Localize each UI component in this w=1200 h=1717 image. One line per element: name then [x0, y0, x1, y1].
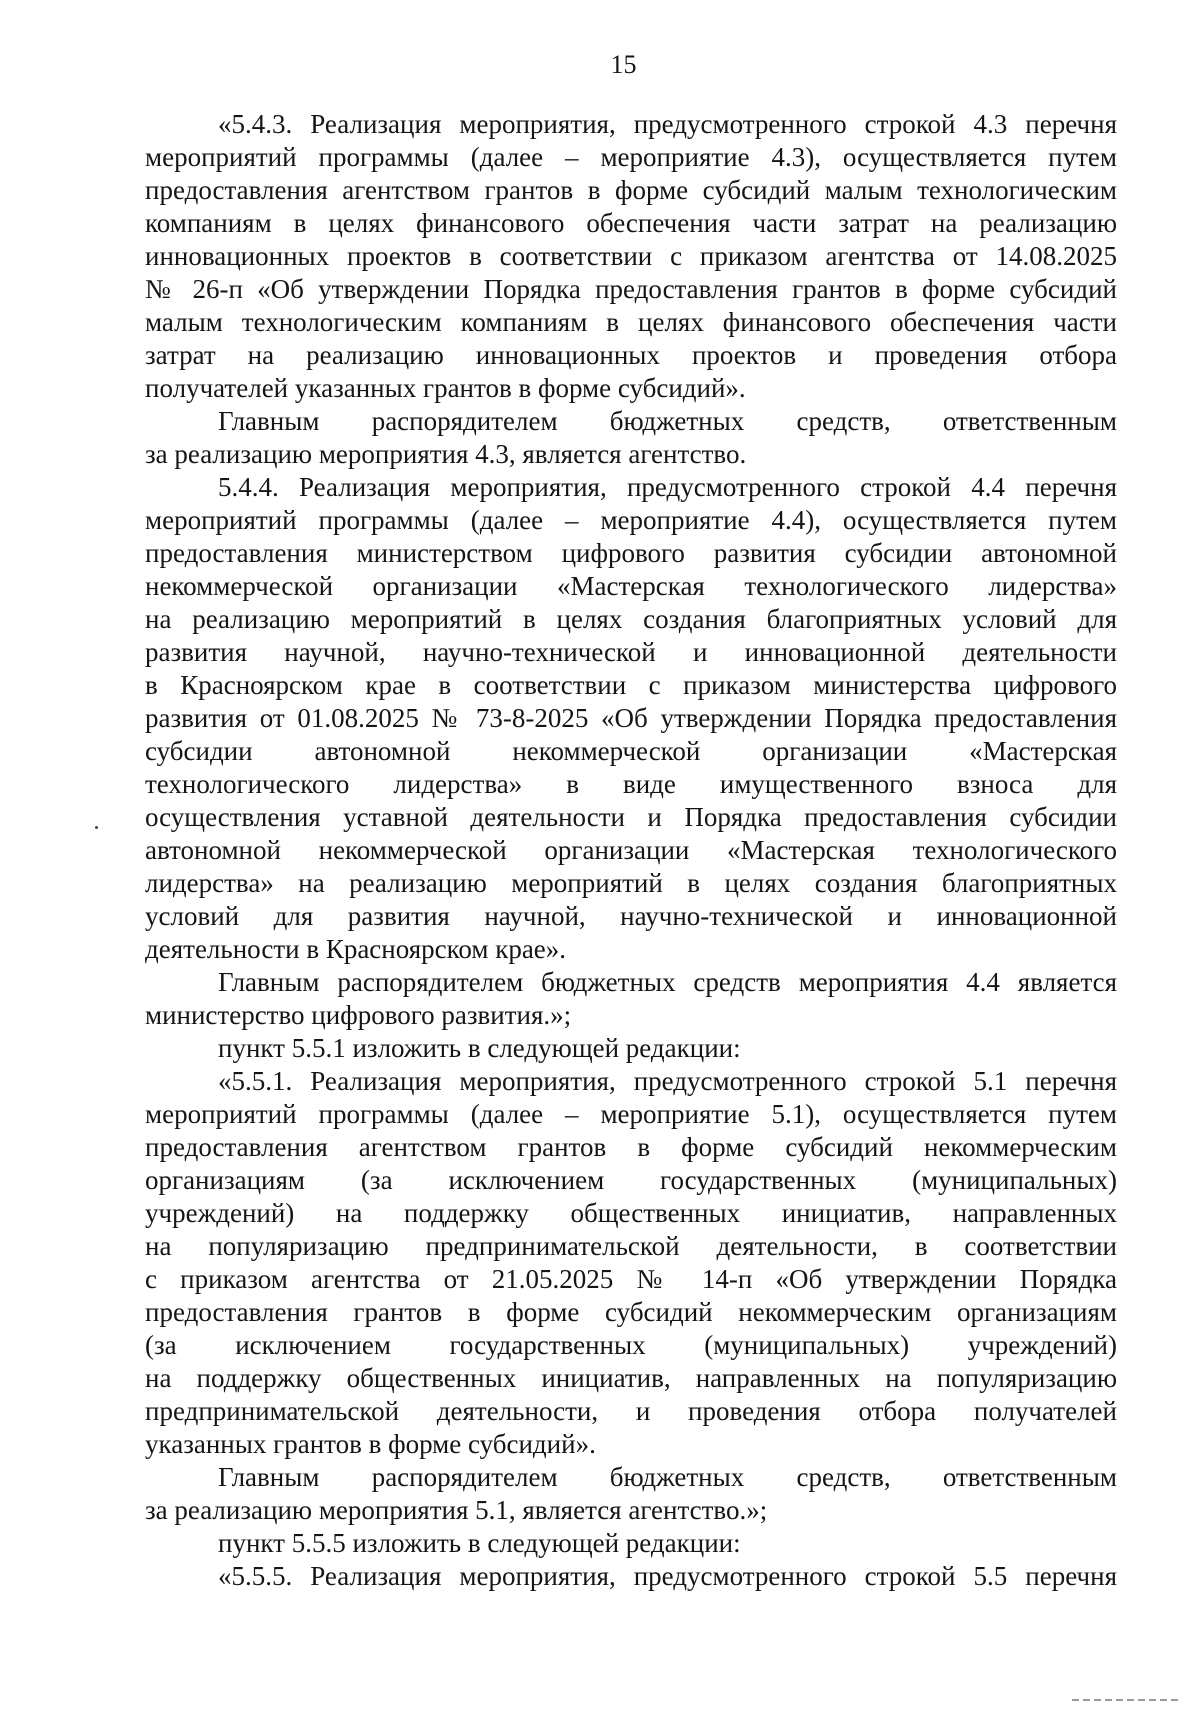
text-line: технологического лидерства» в виде имущественного взноса для — [145, 769, 1117, 799]
text-line: условий для развития научной, научно-технической и инновационной — [145, 901, 1117, 931]
text-line: мероприятий программы (далее – мероприятие 5.1), осуществляется путем — [145, 1099, 1117, 1129]
text-line: лидерства» на реализацию мероприятий в целях создания благоприятных — [145, 868, 1117, 898]
text-line: мероприятий программы (далее – мероприятие 4.3), осуществляется путем — [145, 142, 1117, 172]
text-line: предпринимательской деятельности, и проведения отбора получателей — [145, 1396, 1117, 1426]
text-line: деятельности в Красноярском крае». — [145, 934, 567, 964]
text-line: указанных грантов в форме субсидий». — [145, 1429, 596, 1459]
text-line: инновационных проектов в соответствии с приказом агентства от 14.08.2025 — [145, 241, 1117, 271]
text-line: за реализацию мероприятия 4.3, является агентство. — [145, 439, 747, 469]
text-line: министерство цифрового развития.»; — [145, 1000, 572, 1030]
text-line: на поддержку общественных инициатив, направленных на популяризацию — [145, 1363, 1117, 1393]
text-line: № 26-п «Об утверждении Порядка предоставления грантов в форме субсидий — [145, 274, 1117, 304]
scan-edge-artifact — [1072, 1699, 1182, 1701]
text-line: на реализацию мероприятий в целях создания благоприятных условий для — [145, 604, 1117, 634]
text-line: предоставления министерством цифрового развития субсидии автономной — [145, 538, 1117, 568]
text-line: компаниям в целях финансового обеспечения части затрат на реализацию — [145, 208, 1117, 238]
text-line: пункт 5.5.1 изложить в следующей редакции: — [218, 1033, 741, 1063]
text-line: за реализацию мероприятия 5.1, является агентство.»; — [145, 1495, 768, 1525]
scan-speck — [95, 826, 98, 829]
text-line: в Красноярском крае в соответствии с приказом министерства цифрового — [145, 670, 1117, 700]
text-line: (за исключением государственных (муниципальных) учреждений) — [145, 1330, 1117, 1360]
text-line: пункт 5.5.5 изложить в следующей редакции: — [218, 1528, 741, 1558]
text-line: организациям (за исключением государственных (муниципальных) — [145, 1165, 1117, 1195]
text-line: малым технологическим компаниям в целях финансового обеспечения части — [145, 307, 1117, 337]
text-line: Главным распорядителем бюджетных средств, ответственным — [218, 406, 1117, 436]
text-line: «5.5.1. Реализация мероприятия, предусмотренного строкой 5.1 перечня — [218, 1066, 1117, 1096]
text-line: учреждений) на поддержку общественных инициатив, направленных — [145, 1198, 1117, 1228]
text-line: на популяризацию предпринимательской деятельности, в соответствии — [145, 1231, 1117, 1261]
text-line: автономной некоммерческой организации «Мастерская технологического — [145, 835, 1117, 865]
text-line: предоставления агентством грантов в форме субсидий малым технологическим — [145, 175, 1117, 205]
text-line: «5.5.5. Реализация мероприятия, предусмотренного строкой 5.5 перечня — [218, 1561, 1117, 1591]
text-line: Главным распорядителем бюджетных средств мероприятия 4.4 является — [218, 967, 1117, 997]
document-body — [145, 108, 1117, 1593]
text-line: Главным распорядителем бюджетных средств, ответственным — [218, 1462, 1117, 1492]
text-line: с приказом агентства от 21.05.2025 № 14-п «Об утверждении Порядка — [145, 1264, 1117, 1294]
text-line: субсидии автономной некоммерческой организации «Мастерская — [145, 736, 1117, 766]
text-line: 5.4.4. Реализация мероприятия, предусмотренного строкой 4.4 перечня — [218, 472, 1117, 502]
text-line: предоставления агентством грантов в форме субсидий некоммерческим — [145, 1132, 1117, 1162]
text-line: мероприятий программы (далее – мероприятие 4.4), осуществляется путем — [145, 505, 1117, 535]
text-line: некоммерческой организации «Мастерская технологического лидерства» — [145, 571, 1117, 601]
text-line: «5.4.3. Реализация мероприятия, предусмотренного строкой 4.3 перечня — [218, 109, 1117, 139]
page-number: 15 — [610, 50, 637, 79]
text-line: развития от 01.08.2025 № 73-8-2025 «Об утверждении Порядка предоставления — [145, 703, 1117, 733]
text-line: развития научной, научно-технической и инновационной деятельности — [145, 637, 1117, 667]
text-line: предоставления грантов в форме субсидий некоммерческим организациям — [145, 1297, 1117, 1327]
text-line: затрат на реализацию инновационных проектов и проведения отбора — [145, 340, 1117, 370]
text-line: осуществления уставной деятельности и Порядка предоставления субсидии — [145, 802, 1117, 832]
text-line: получателей указанных грантов в форме субсидий». — [145, 373, 746, 403]
